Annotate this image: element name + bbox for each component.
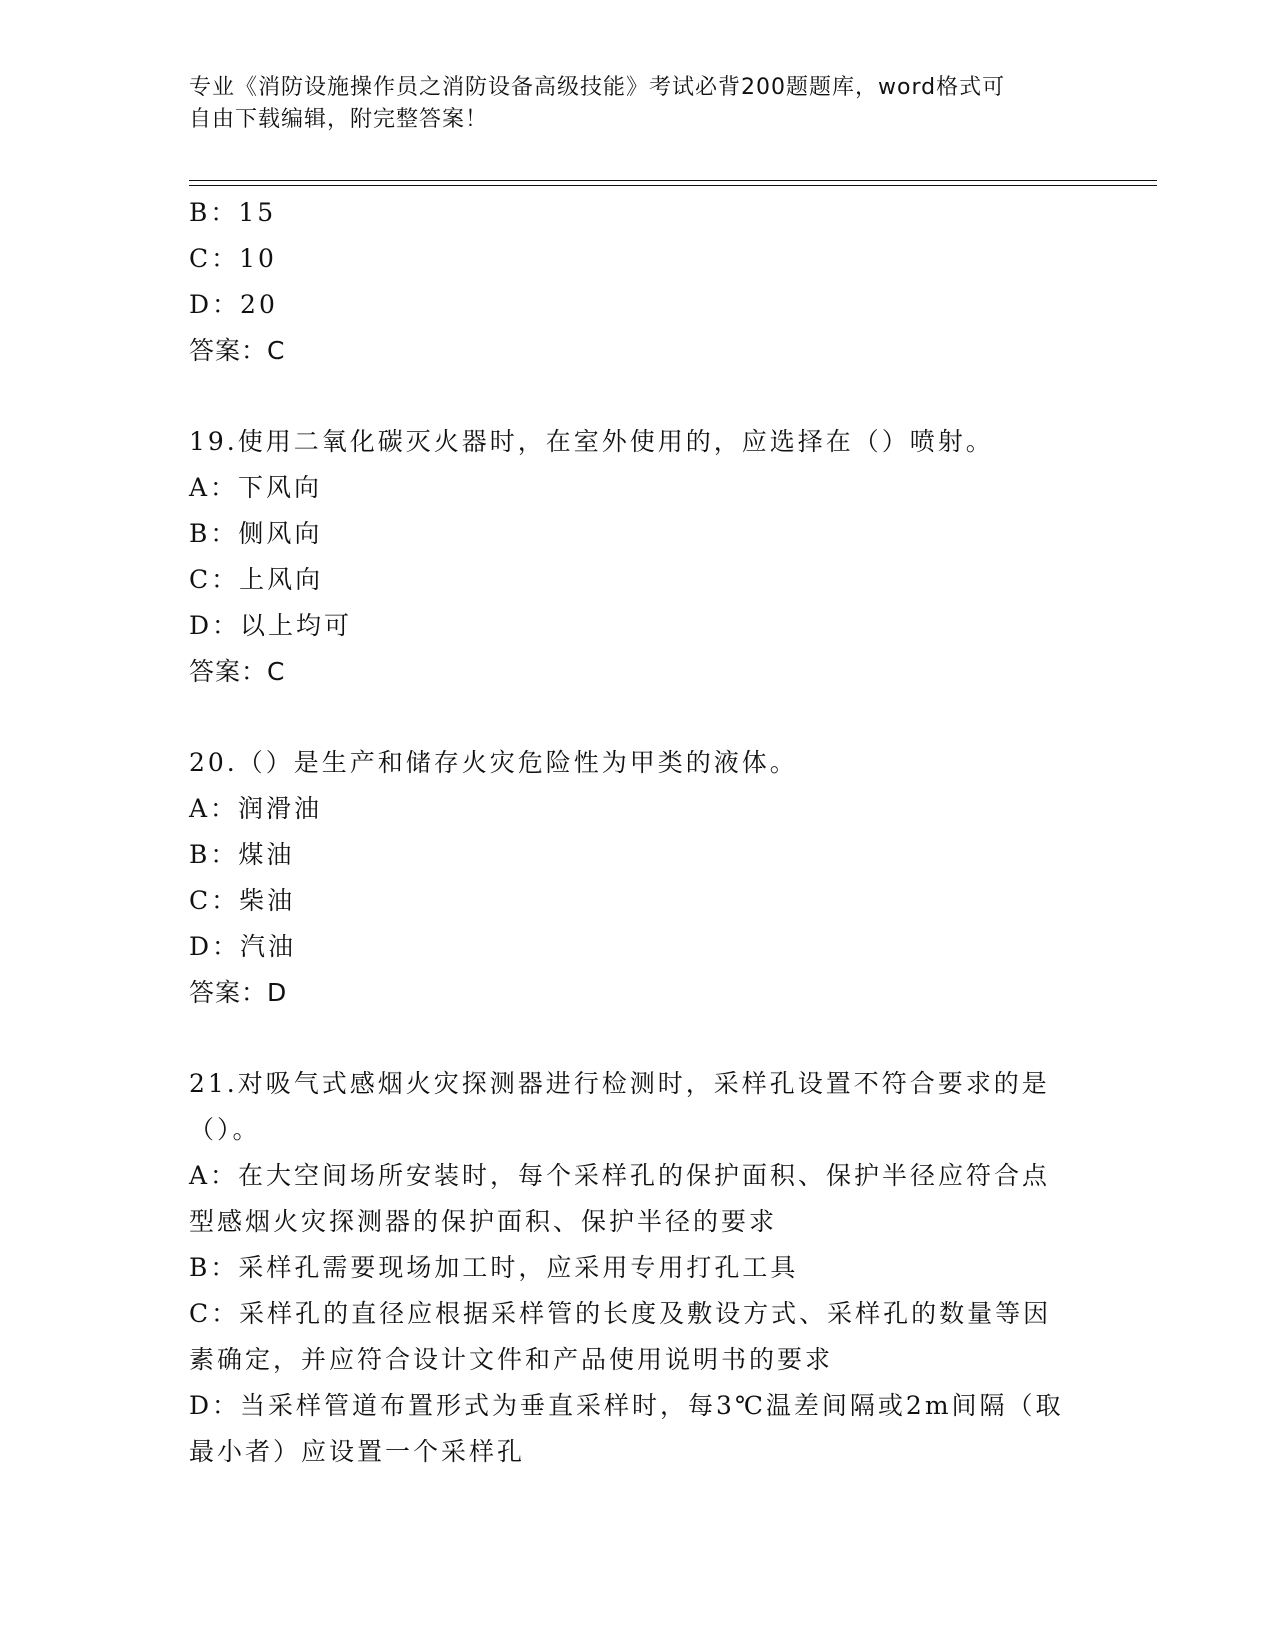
answer: 答案：C [189, 336, 286, 365]
option-b: B：侧风向 [189, 519, 323, 548]
option-a-line-1: A：在大空间场所安装时，每个采样孔的保护面积、保护半径应符合点 [189, 1161, 1051, 1190]
option-d-line-2: 最小者）应设置一个采样孔 [189, 1437, 526, 1466]
header-rule-top [189, 180, 1157, 181]
question-text-line-2: （）。 [189, 1115, 261, 1144]
header-rule-bottom [189, 185, 1157, 186]
document-header [189, 72, 1089, 136]
question-18 [189, 190, 1089, 374]
option-b: B：15 [189, 198, 277, 227]
question-text: 19.使用二氧化碳灭火器时，在室外使用的，应选择在（）喷射。 [189, 427, 994, 456]
question-list [189, 190, 1089, 1475]
option-c: C：10 [189, 244, 277, 273]
question-19 [189, 419, 1089, 695]
option-d: D：以上均可 [189, 611, 353, 640]
header-line-1: 专业《消防设施操作员之消防设备高级技能》考试必背200题题库，word格式可 [189, 75, 1006, 100]
option-a: A：润滑油 [189, 794, 323, 823]
question-20 [189, 740, 1089, 1016]
question-text: 20.（）是生产和储存火灾危险性为甲类的液体。 [189, 748, 798, 777]
option-a: A：下风向 [189, 473, 323, 502]
option-c-line-2: 素确定，并应符合设计文件和产品使用说明书的要求 [189, 1345, 834, 1374]
answer: 答案：D [189, 978, 288, 1007]
option-d: D：汽油 [189, 932, 297, 961]
option-d-line-1: D：当采样管道布置形式为垂直采样时，每3℃温差间隔或2m间隔（取 [189, 1391, 1064, 1420]
option-d: D：20 [189, 290, 278, 319]
answer: 答案：C [189, 657, 286, 686]
option-c: C：柴油 [189, 886, 296, 915]
option-c-line-1: C：采样孔的直径应根据采样管的长度及敷设方式、采样孔的数量等因 [189, 1299, 1052, 1328]
question-21 [189, 1061, 1089, 1475]
option-b: B：采样孔需要现场加工时，应采用专用打孔工具 [189, 1253, 799, 1282]
question-text-line-1: 21.对吸气式感烟火灾探测器进行检测时，采样孔设置不符合要求的是 [189, 1069, 1050, 1098]
option-b: B：煤油 [189, 840, 295, 869]
option-a-line-2: 型感烟火灾探测器的保护面积、保护半径的要求 [189, 1207, 778, 1236]
header-line-2: 自由下载编辑，附完整答案！ [189, 107, 489, 132]
option-c: C：上风向 [189, 565, 324, 594]
